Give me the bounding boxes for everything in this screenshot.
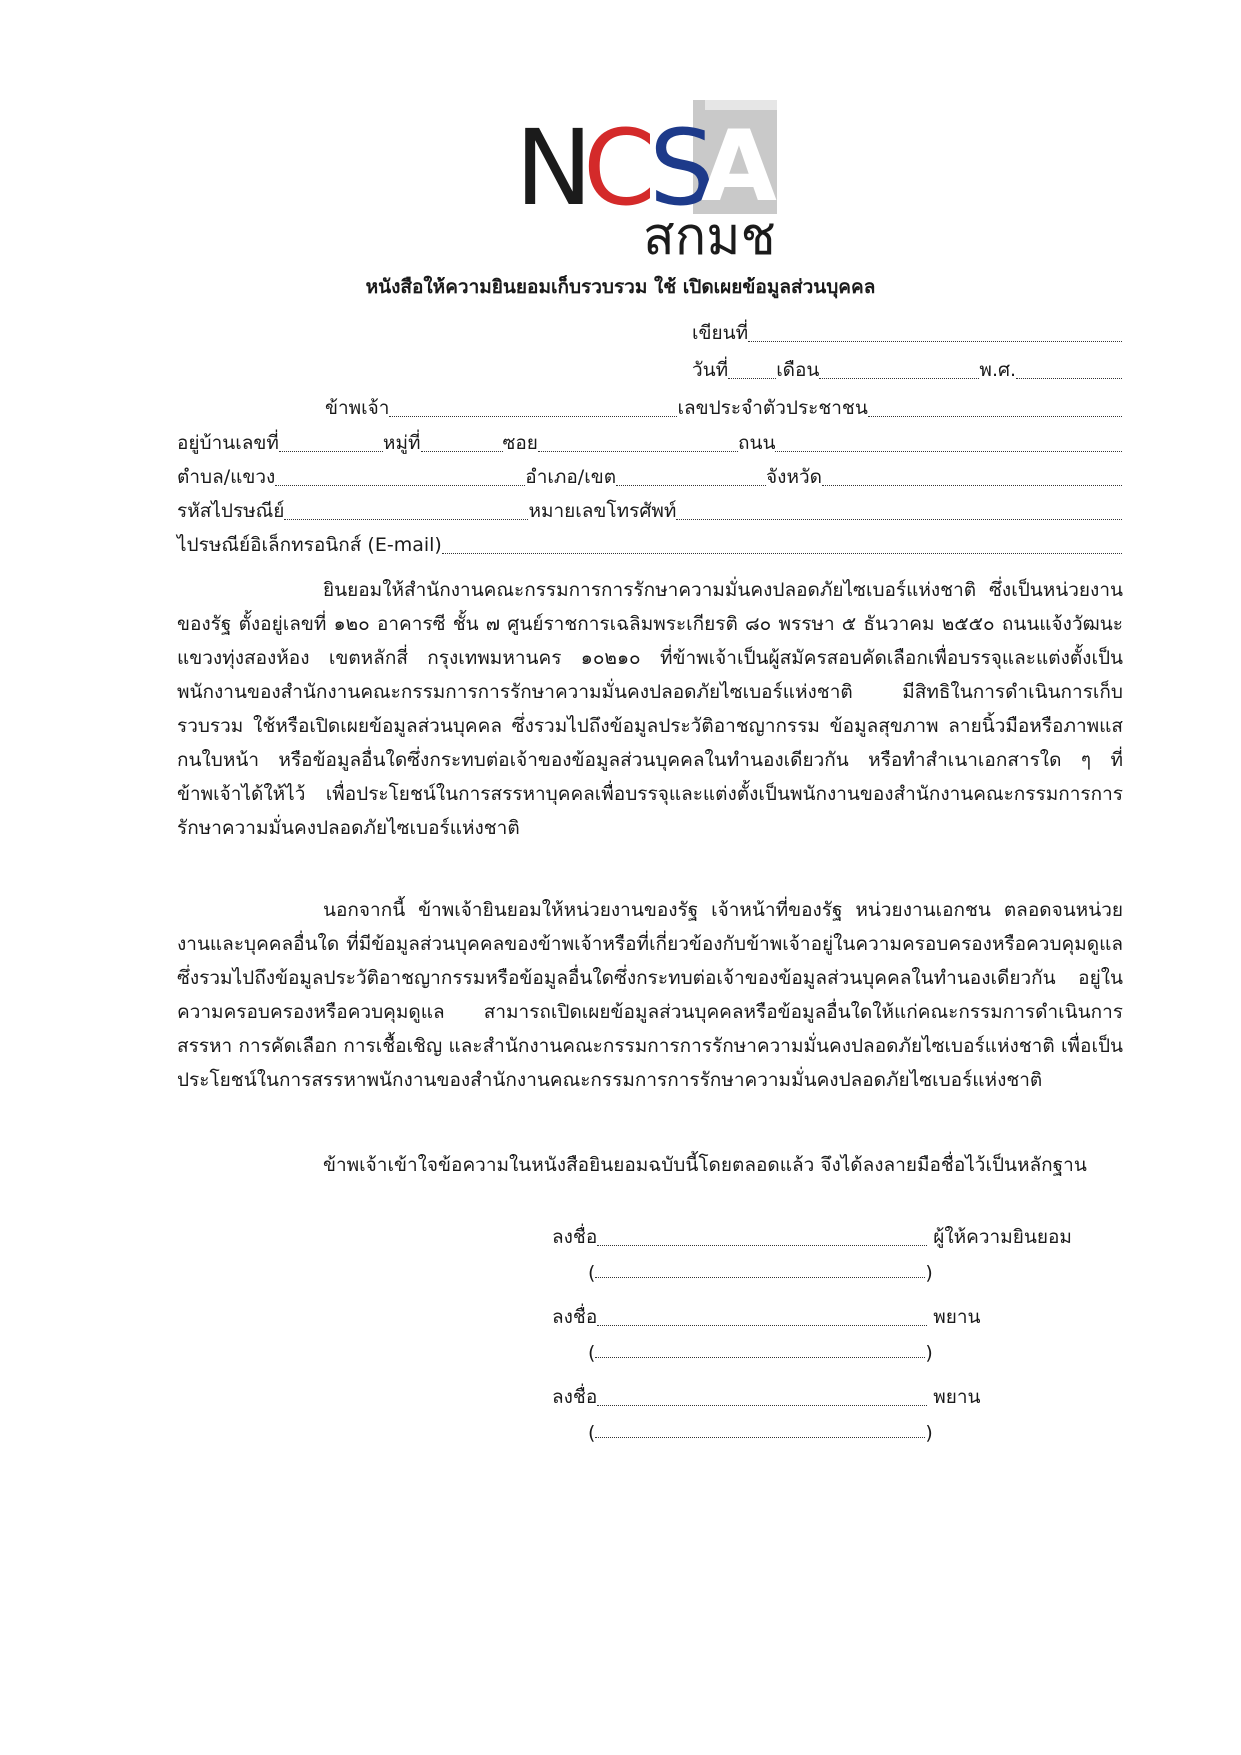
consent-paragraph-2-text: นอกจากนี้ ข้าพเจ้ายินยอมให้หน่วยงานของรัฐ เจ้าหน้าที่ของรัฐ หน่วยงานเอกชน ตลอดจนหน่วยงานและบุคคลอื่นใด ที่มีข้อมูลส่วนบุคคลของข้าพเจ้าหรือที่เกี่ยวข้องกับข้าพเจ้าอยู่ในความครอบครองหรือควบคุมดูแล ซึ่งรวมไปถึงข้อมูลประวัติอาชญากรรมหรือข้อมูลอื่นใดซึ่งกระทบต่อเจ้าของข้อมูลส่วนบุคคลในทำนองเดียวกัน อยู่ในความครอบครองหรือควบคุมดูแล สามารถเปิดเผยข้อมูลส่วนบุคคลหรือข้อมูลอื่นใดให้แก่คณะกรรมการดำเนินการสรรหา การคัดเลือก การเชื้อเชิญ และสำนักงานคณะกรรมการการรักษาความมั่นคงปลอดภัยไซเบอร์แห่งชาติ เพื่อเป็นประโยชน์ในการสรรหาพนักงานของสำนักงานคณะกรรมการการรักษาความมั่นคงปลอดภัยไซเบอร์แห่งชาติ: [177, 899, 1123, 1091]
phone-field[interactable]: [676, 519, 1122, 520]
province-label: จังหวัด: [766, 466, 822, 488]
written-at-row: [692, 318, 1122, 348]
signature-field[interactable]: [597, 1405, 927, 1406]
paren-close: ): [925, 1422, 933, 1444]
paren-close: ): [925, 1342, 933, 1364]
signature-role: ผู้ให้ความยินยอม: [933, 1226, 1072, 1248]
acknowledgement-paragraph: [177, 1148, 1123, 1182]
paren-open: (: [588, 1342, 596, 1364]
name-row: [325, 393, 1122, 423]
logo-letter-n: N: [515, 107, 593, 229]
printed-name-field[interactable]: [595, 1437, 925, 1438]
consent-paragraph-1-text: ยินยอมให้สำนักงานคณะกรรมการการรักษาความมั่นคงปลอดภัยไซเบอร์แห่งชาติ ซึ่งเป็นหน่วยงานของรัฐ ตั้งอยู่เลขที่ ๑๒๐ อาคารซี ชั้น ๗ ศูนย์ราชการเฉลิมพระเกียรติ ๘๐ พรรษา ๕ ธันวาคม ๒๕๕๐ ถนนแจ้งวัฒนะ แขวงทุ่งสองห้อง เขตหลักสี่ กรุงเทพมหานคร ๑๐๒๑๐ ที่ข้าพเจ้าเป็นผู้สมัครสอบคัดเลือกเพื่อบรรจุและแต่งตั้งเป็นพนักงานของสำนักงานคณะกรรมการการรักษาความมั่นคงปลอดภัยไซเบอร์แห่งชาติ มีสิทธิในการดำเนินการเก็บรวบรวม ใช้หรือเปิดเผยข้อมูลส่วนบุคคล ซึ่งรวมไปถึงข้อมูลประวัติอาชญากรรม ข้อมูลสุขภาพ ลายนิ้วมือหรือภาพแสกนใบหน้า หรือข้อมูลอื่นใดซึ่งกระทบต่อเจ้าของข้อมูลส่วนบุคคลในทำนองเดียวกัน หรือทำสำเนาเอกสารใด ๆ ที่ข้าพเจ้าได้ให้ไว้ เพื่อประโยชน์ในการสรรหาบุคคลเพื่อบรรจุและแต่งตั้งเป็นพนักงานของสำนักงานคณะกรรมการการรักษาความมั่นคงปลอดภัยไซเบอร์แห่งชาติ: [177, 579, 1123, 839]
ncsa-logo: [515, 96, 785, 264]
signature-role: พยาน: [933, 1306, 981, 1328]
logo-letter-a: A: [701, 110, 777, 224]
signature-field[interactable]: [597, 1325, 927, 1326]
printed-name-field[interactable]: [595, 1357, 925, 1358]
signature-block-consenter: [552, 1220, 1072, 1284]
acknowledgement-text: ข้าพเจ้าเข้าใจข้อความในหนังสือยินยอมฉบับนี้โดยตลอดแล้ว จึงได้ลงลายมือชื่อไว้เป็นหลักฐาน: [323, 1154, 1087, 1176]
signature-block-witness-1: [552, 1300, 981, 1364]
contact-row: [177, 496, 1122, 526]
date-row: [692, 355, 1122, 385]
consent-paragraph-2: [177, 893, 1123, 1097]
address-row-1: [177, 428, 1122, 458]
id-number-label: เลขประจำตัวประชาชน: [677, 397, 868, 419]
id-number-field[interactable]: [868, 416, 1122, 417]
moo-label: หมู่ที่: [382, 432, 421, 454]
email-field[interactable]: [442, 553, 1122, 554]
postcode-field[interactable]: [284, 519, 528, 520]
signature-label: ลงชื่อ: [552, 1386, 598, 1408]
day-field[interactable]: [728, 378, 776, 379]
name-label: ข้าพเจ้า: [325, 397, 390, 419]
house-no-label: อยู่บ้านเลขที่: [177, 432, 279, 454]
logo-letter-s: S: [649, 107, 716, 229]
house-no-field[interactable]: [279, 451, 383, 452]
district-field[interactable]: [616, 485, 766, 486]
document-title: หนังสือให้ความยินยอมเก็บรวบรวม ใช้ เปิดเผยข้อมูลส่วนบุคคล: [365, 276, 876, 298]
written-at-label: เขียนที่: [692, 322, 749, 344]
phone-label: หมายเลขโทรศัพท์: [528, 500, 677, 522]
road-label: ถนน: [737, 432, 776, 454]
paren-close: ): [925, 1262, 933, 1284]
written-at-field[interactable]: [748, 341, 1122, 342]
district-label: อำเภอ/เขต: [525, 466, 617, 488]
month-field[interactable]: [819, 378, 979, 379]
address-row-2: [177, 462, 1122, 492]
province-field[interactable]: [822, 485, 1122, 486]
email-row: [177, 530, 1122, 560]
year-label: พ.ศ.: [979, 359, 1017, 381]
email-label: ไปรษณีย์อิเล็กทรอนิกส์ (E-mail): [177, 534, 442, 556]
signature-role: พยาน: [933, 1386, 981, 1408]
ncsa-logo-graphic: [515, 96, 785, 264]
printed-name-field[interactable]: [595, 1277, 925, 1278]
soi-field[interactable]: [538, 451, 738, 452]
signature-block-witness-2: [552, 1380, 981, 1444]
consent-paragraph-1: [177, 573, 1123, 845]
paren-open: (: [588, 1422, 596, 1444]
signature-field[interactable]: [597, 1245, 927, 1246]
year-field[interactable]: [1016, 378, 1122, 379]
name-field[interactable]: [389, 416, 677, 417]
paren-open: (: [588, 1262, 596, 1284]
month-label: เดือน: [776, 359, 820, 381]
signature-label: ลงชื่อ: [552, 1306, 598, 1328]
moo-field[interactable]: [421, 451, 503, 452]
road-field[interactable]: [775, 451, 1122, 452]
subdistrict-label: ตำบล/แขวง: [177, 466, 276, 488]
signature-label: ลงชื่อ: [552, 1226, 598, 1248]
subdistrict-field[interactable]: [275, 485, 525, 486]
logo-thai-abbreviation: สกมช: [643, 207, 776, 264]
date-label: วันที่: [692, 359, 729, 381]
soi-label: ซอย: [502, 432, 538, 454]
logo-letter-c: C: [583, 107, 656, 229]
postcode-label: รหัสไปรษณีย์: [177, 500, 285, 522]
